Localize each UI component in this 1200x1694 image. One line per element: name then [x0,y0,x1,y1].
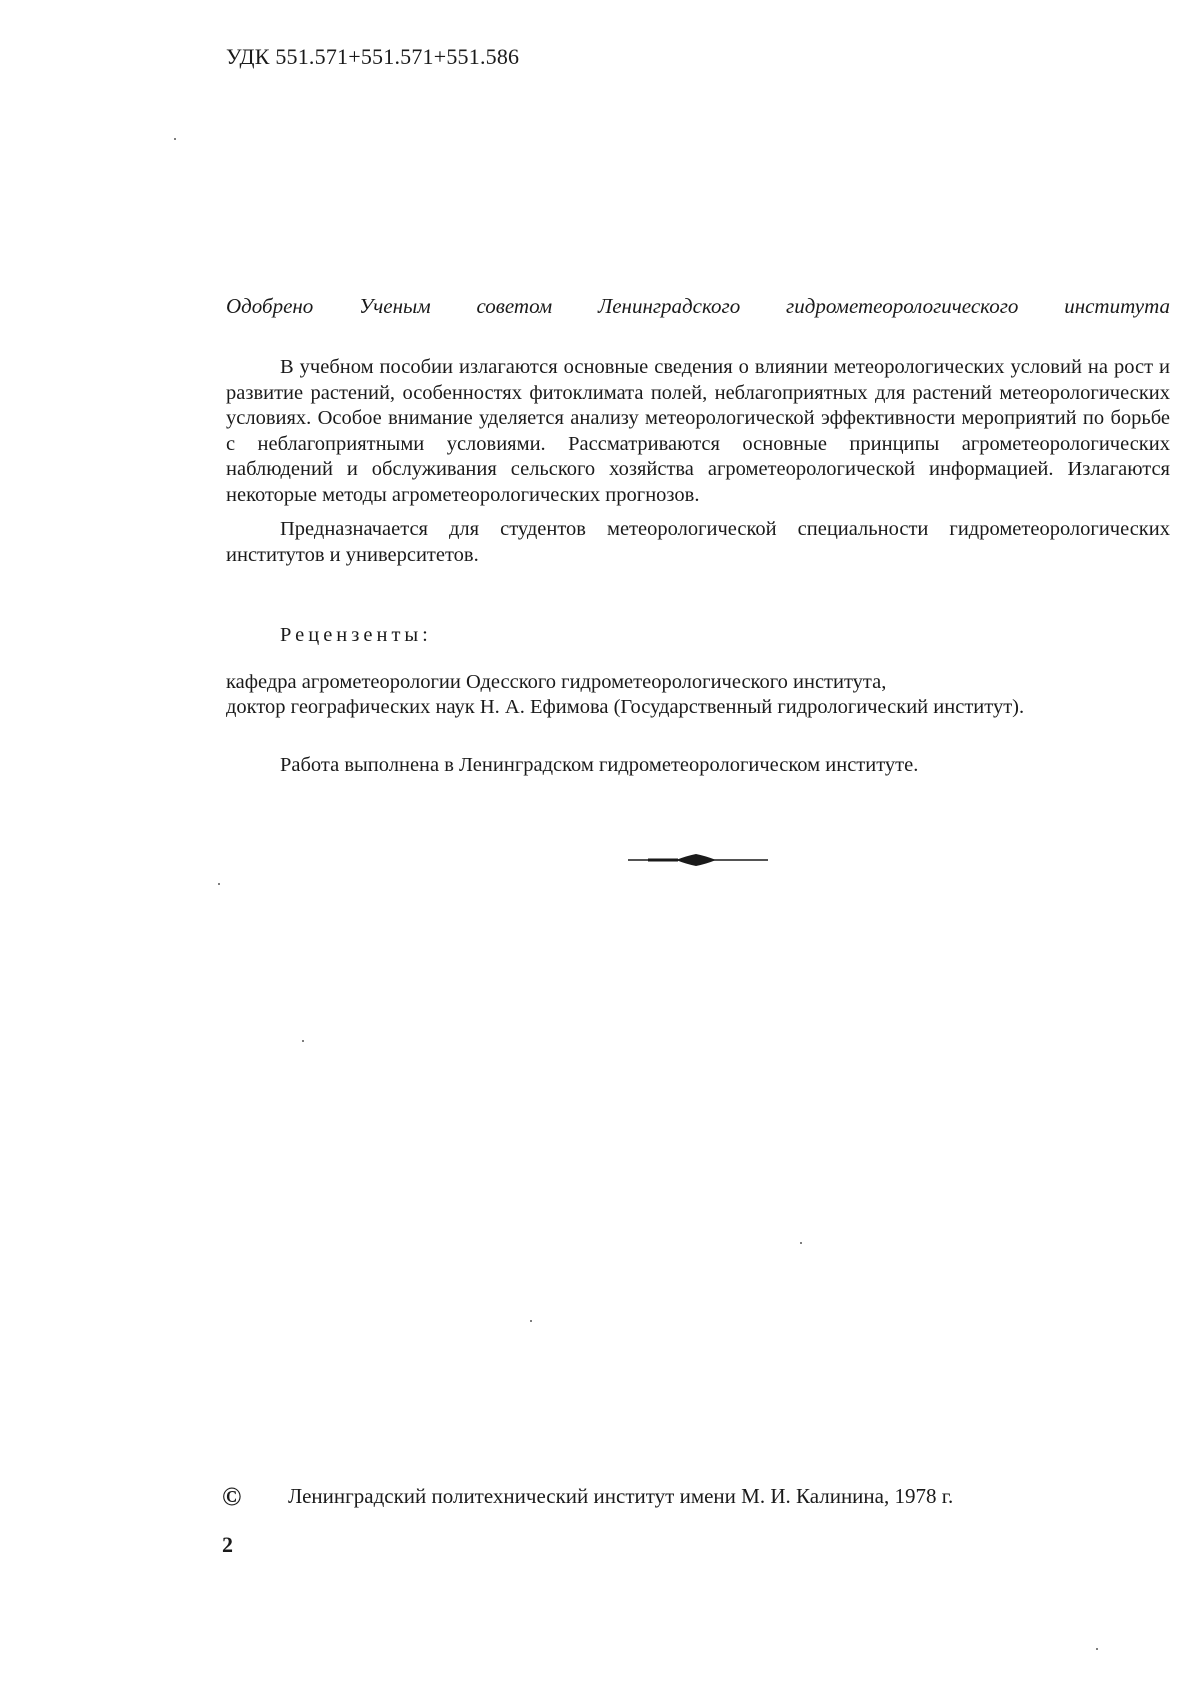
copyright-icon: © [222,1482,242,1511]
ornament-divider [628,850,768,870]
scan-speck [218,883,220,885]
reviewers-list [226,670,1170,720]
abstract-paragraph: Предназначается для студентов метеорологической специальности гидрометеорологических институтов и университетов. [226,518,1170,566]
work-note: Работа выполнена в Ленинградском гидрометеорологическом институте. [280,754,919,776]
copyright-text: Ленинградский политехнический институт имени М. И. Калинина, 1978 г. [288,1484,954,1508]
scan-speck [1096,1648,1098,1650]
reviewer-entry: доктор географических наук Н. А. Ефимова (Государственный гидрологический институт). [226,696,1025,718]
scan-speck [302,1040,304,1042]
scan-speck [800,1242,802,1244]
scan-speck [174,138,176,140]
page-number: 2 [222,1532,233,1557]
reviewer-entry: кафедра агрометеорологии Одесского гидрометеорологического института, [226,671,887,693]
abstract [226,355,1170,568]
approval-note: Одобрено Ученым советом Ленинградского гидрометеорологического института [226,294,1170,318]
scan-speck [530,1320,532,1322]
copyright-line [222,1482,1172,1512]
udk-code: УДК 551.571+551.571+551.586 [226,44,520,69]
abstract-paragraph: В учебном пособии излагаются основные сведения о влиянии метеорологических условий на рост и развитие растений, особенностях фитоклимата полей, неблагоприятных для растений метеорологических условиях. Особое внимание уделяется анализу метеорологической эффективности мероприятий по борьбе с неблагоприятными условиями. Рассматриваются основные принципы агрометеорологических наблюдений и обслуживания сельского хозяйства агрометеорологической информацией. Излагаются некоторые методы агрометеорологических прогнозов. [226,356,1170,506]
reviewers-heading: Рецензенты: [280,624,432,646]
